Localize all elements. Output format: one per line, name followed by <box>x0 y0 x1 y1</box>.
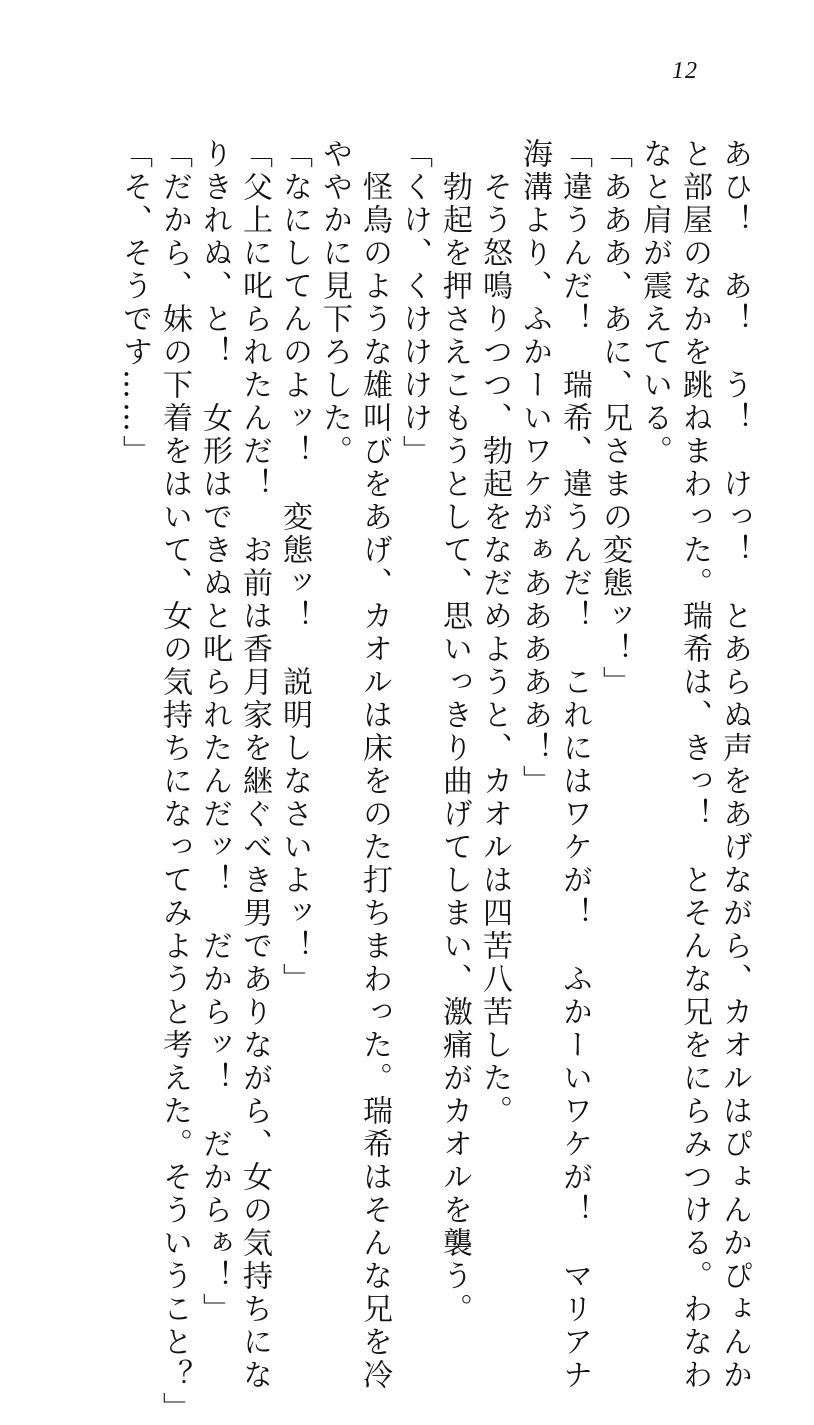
text-line: なと肩が震えている。 <box>637 138 672 468</box>
text-line: ややかに見下ろした。 <box>317 138 352 468</box>
text-line: あひ！ あ！ う！ けっ！ とあらぬ声をあげながら、カオルはぴょんかぴょんか <box>717 138 752 1392</box>
text-line: 海溝より、ふかーいワケがぁあああああ！」 <box>517 138 552 798</box>
text-line: りきれぬ、と！ 女形はできぬと叱られたんだッ！ だからッ！ だからぁ！」 <box>197 138 232 1326</box>
page-number: 12 <box>672 58 698 84</box>
text-line: 「違うんだ！ 瑞希、違うんだ！ これにはワケが！ ふかーいワケが！ マリアナ <box>557 138 592 1392</box>
text-line: 「だから、妹の下着をはいて、女の気持ちになってみようと考えた。そういうこと？」 <box>157 138 192 1425</box>
text-line: 「くけ、くけけけけ」 <box>397 138 432 468</box>
text-line: 怪鳥のような雄叫びをあげ、カオルは床をのた打ちまわった。瑞希はそんな兄を冷 <box>357 138 392 1392</box>
text-line: そう怒鳴りつつ、勃起をなだめようと、カオルは四苦八苦した。 <box>477 138 512 1128</box>
vertical-body-text <box>114 138 754 1425</box>
text-line: と部屋のなかを跳ねまわった。瑞希は、きっ！ とそんな兄をにらみつける。わなわ <box>677 138 712 1392</box>
text-line: 「なにしてんのよッ！ 変態ッ！ 説明しなさいよッ！」 <box>277 138 312 996</box>
text-line: 「父上に叱られたんだ！ お前は香月家を継ぐべき男でありながら、女の気持ちにな <box>237 138 272 1392</box>
text-line: 勃起を押さえこもうとして、思いっきり曲げてしまい、激痛がカオルを襲う。 <box>437 138 472 1326</box>
text-line: 「あああ、あに、兄さまの変態ッ！」 <box>597 138 632 699</box>
text-line: 「そ、そうです……」 <box>117 138 152 468</box>
